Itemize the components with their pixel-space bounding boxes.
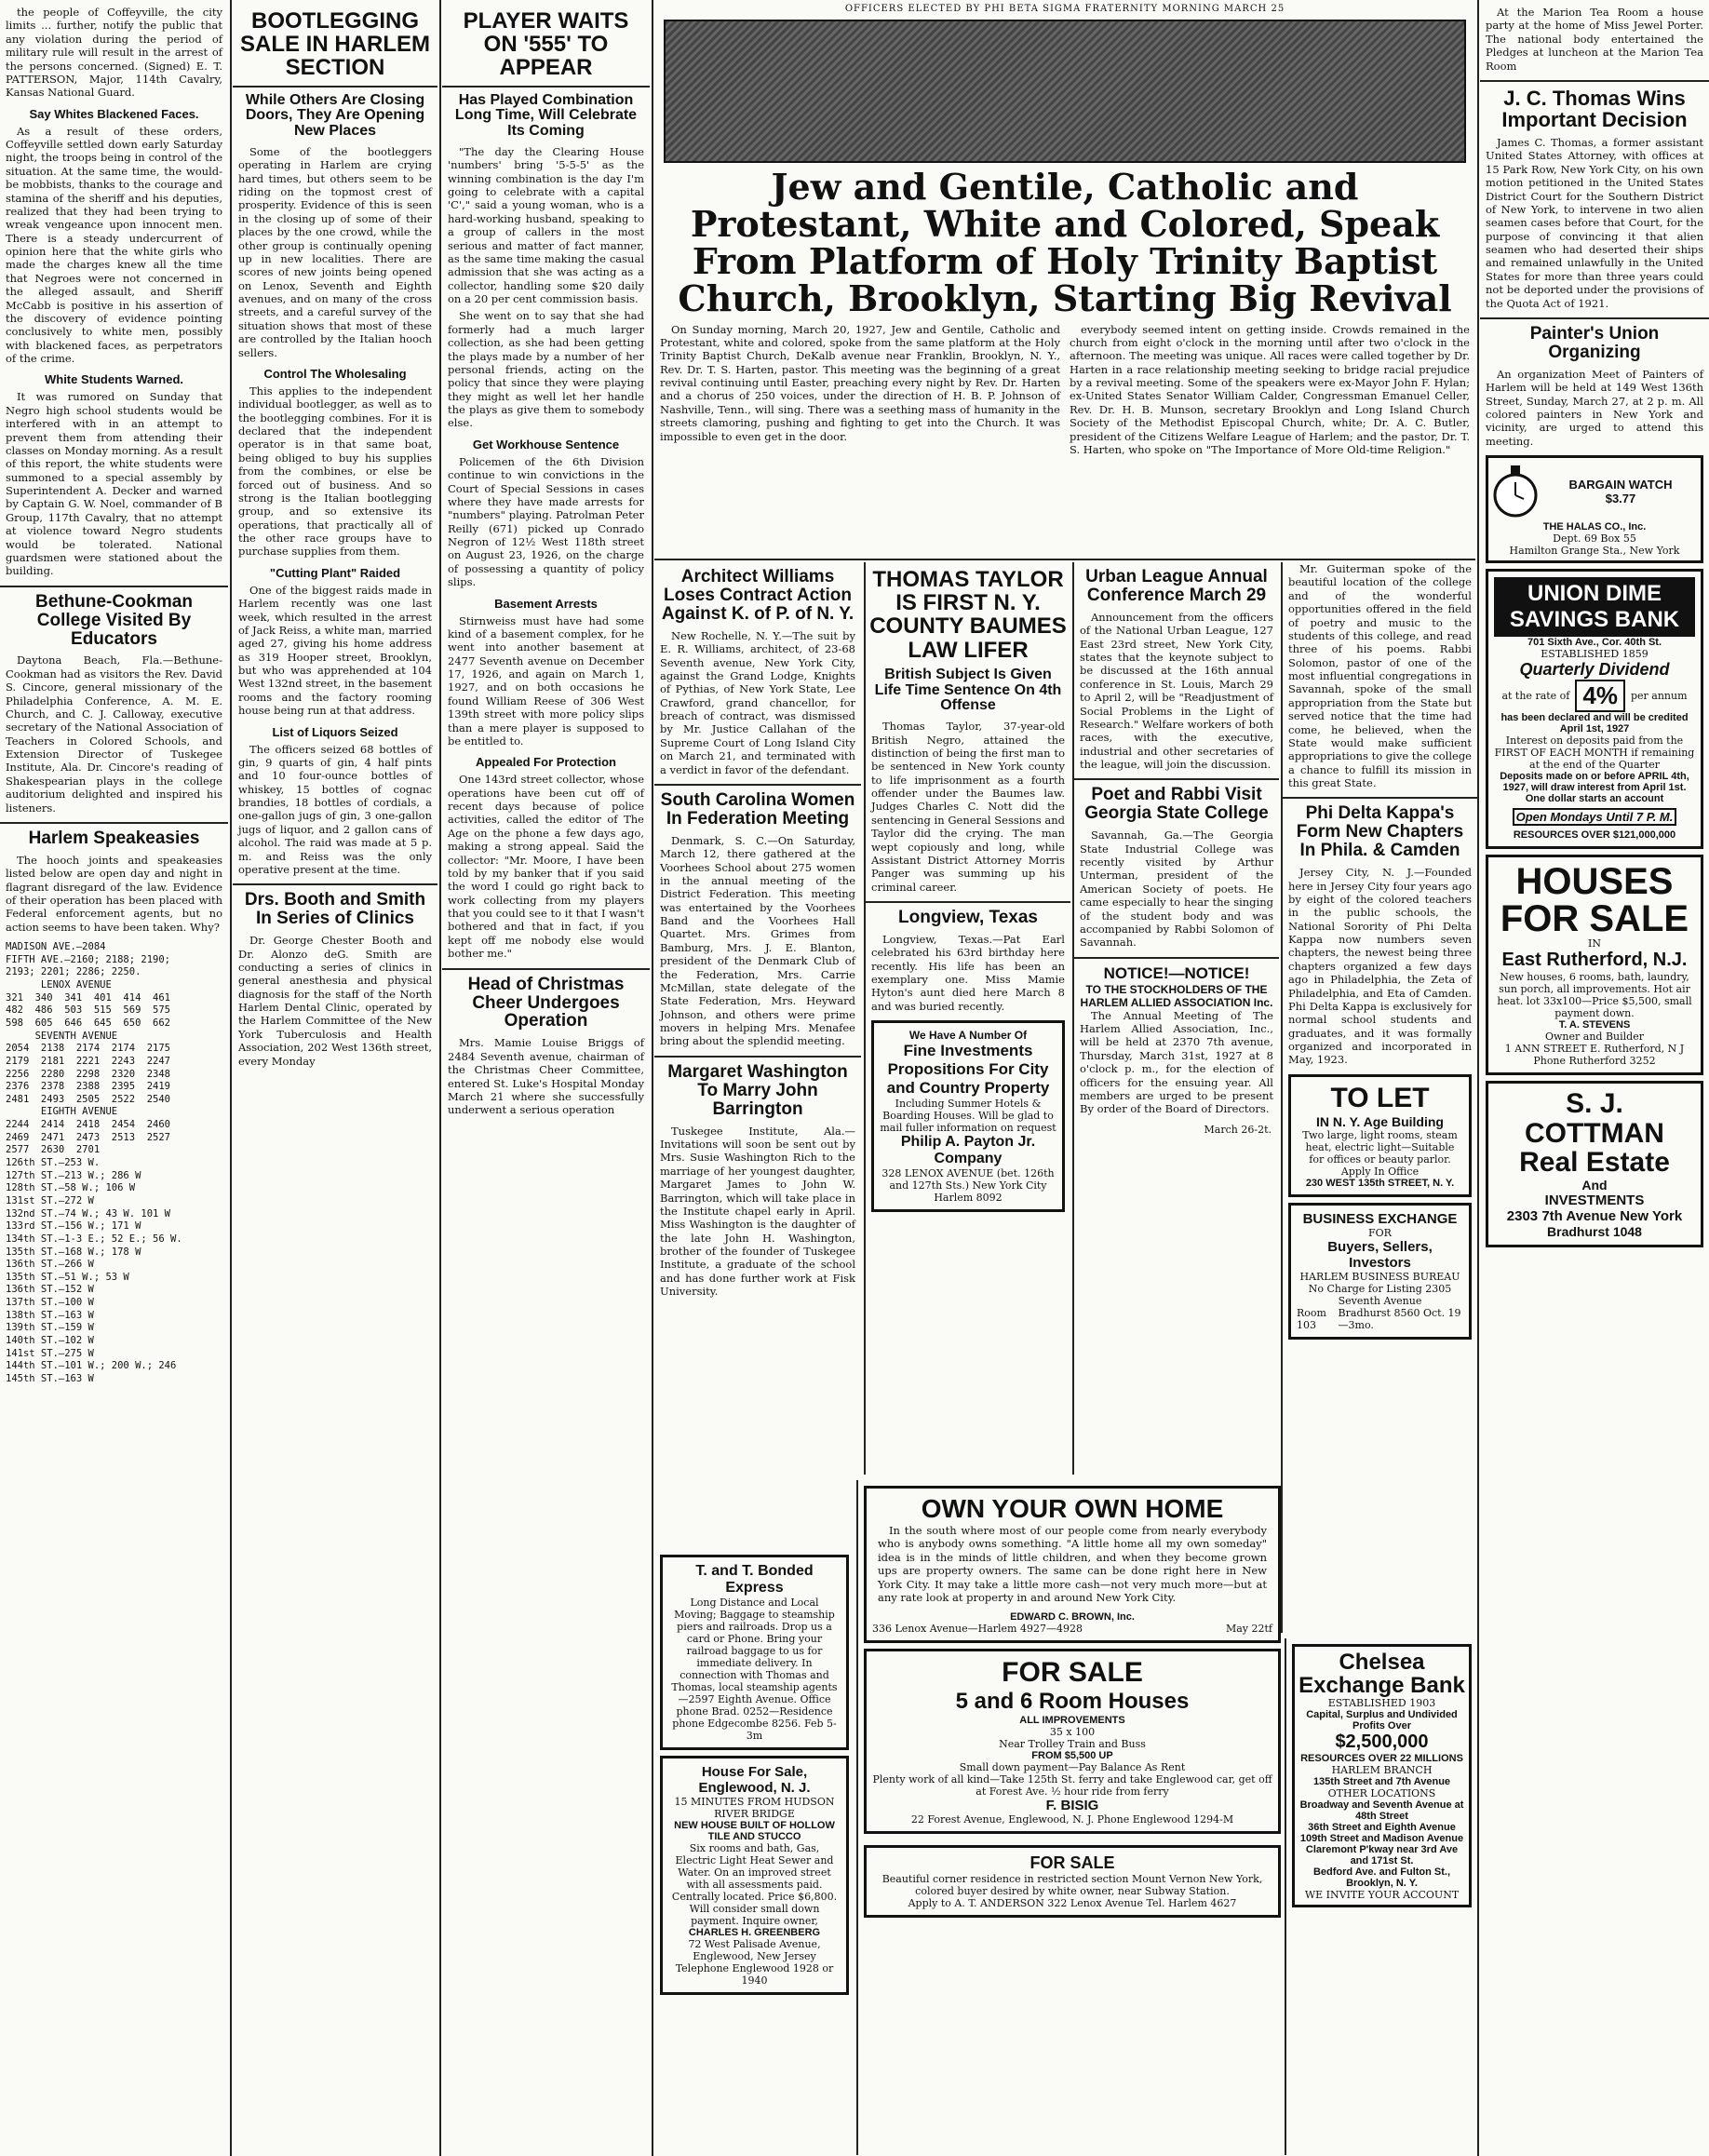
article-text: everybody seemed intent on getting inside. Crowds remained in the church from eight o'clock in the morning until after two o'clock in the afternoon. The meeting was unique. All races were called together by Dr. Harten in a race relationship meeting seeking to bridge racial prejudice by a revival meeting. Some of the speakers were ex-Mayor John F. Hylan; ex-United States Senator William Calder, Congressman Emanuel Celler, Rev. Dr. H. B. Munson, secretary Brooklyn and Long Island Church Society of the Methodist Episcopal Church, white; Dr. A. C. Butler, president of the Citizens Welfare League of Harlem; and the pastor, Dr. T. S. Harten, who spoke on "The Importance of More Old-time Religion." <box>1070 322 1470 456</box>
article-text: On Sunday morning, March 20, 1927, Jew and Gentile, Catholic and Protestant, white and colored, spoke from the same platform at the Holy Trinity Baptist Church, DeKalb avenue near Franklin, Brooklyn, N. Y., Rev. Dr. T. S. Harten, pastor. This meeting was the beginning of a great revival continuing until Easter, preaching every night by Rev. Dr. Harten and a chorus of 250 voices, under the direction of H. B. P. Johnson of Nashville, Tenn., will sing. There was a seething mass of humanity in the streets clamoring, pushing and fighting to get into the Church. It was impossible to even get in the door. <box>660 322 1060 443</box>
article-text: James C. Thomas, a former assistant United States Attorney, with offices at 15 Park Row, New York City, on his own motion petitioned in the United States District Court for the Southern District of New York, to intervene in two alien seamen cases before that Court, for the purpose of convincing it that alien seamen who had deserted their ships and remained unlawfully in the United States for more than three years could not be deported under the provisions of the Quota Act of 1921. <box>1486 136 1703 310</box>
deck: British Subject Is Given Life Time Sentence On 4th Offense <box>874 666 1062 714</box>
photo-illustration <box>664 20 1466 163</box>
column-8 <box>1480 0 1709 2156</box>
article-text: Dr. George Chester Booth and Dr. Alonzo deG. Smith are conducting a series of clinics in general anesthesia and physical diagnosis for the staff of the North Harlem Dental Clinic, operated by the Harlem Committee of the New York Tuberculosis and Health Association, 202 West 136th street, every Monday <box>238 934 432 1068</box>
column-5 <box>864 562 1070 1475</box>
for-sale-houses-ad: FOR SALE 5 and 6 Room Houses ALL IMPROVEMENTS 35 x 100 Near Trolley Train and Buss FROM $5,500 UP Small down payment—Pay Balance As Rent Plenty work of all kind—Take 125th St. ferry and take Englewood car, get off at Forest Ave. ½ hour ride from ferry F. BISIG 22 Forest Avenue, Englewood, N. J. Phone Englewood 1294-M <box>864 1649 1281 1834</box>
article-text: As a result of these orders, Coffeyville settled down early Saturday night, the troops being in control of the situation. At the same time, the would-be mobbists, thanks to the courage and stamina of the sheriff and his deputies, realized that they had been trying to wreak vengeance upon innocent men. There is a steady undercurrent of opinion here that the white girls who made the charges knew all the time that Negroes were not concerned in the alleged assault, and Sheriff McCabb is positive in his assertion of the discovery of evidence pointing conclusively to white men, possibly with blackened faces, as perpetrators of the crime. <box>6 124 222 365</box>
headline: Head of Christmas Cheer Undergoes Operation <box>467 974 625 1031</box>
deck: While Others Are Closing Doors, They Are Opening New Places <box>245 91 425 140</box>
bargain-watch-ad: BARGAIN WATCH $3.77 THE HALAS CO., Inc. Dept. 69 Box 55 Hamilton Grange Sta., New York <box>1486 455 1703 563</box>
to-let-ad: TO LET IN N. Y. Age Building Two large, light rooms, steam heat, electric light—Suitable for offices or beauty parlor. Apply In Office 230 WEST 135th STREET, N. Y. <box>1288 1074 1472 1197</box>
article-text: The hooch joints and speakeasies listed below are open day and night in flagrant disregard of the law. Evidence of their operation has been placed with Federal enforcement agents, but no action seems to have been taken. Why? <box>6 853 222 934</box>
article-text: Longview, Texas.—Pat Earl celebrated his 63rd birthday here recently. His life has been an exemplary one. Miss Mamie Hyton's aunt died here March 8 and was buried recently. <box>871 932 1065 1013</box>
headline: Urban League Annual Conference March 29 <box>1085 567 1268 605</box>
article-text: An organization Meet of Painters of Harlem will be held at 149 West 136th Street, Sunday, March 27, at 2 p. m. All colored painters in New York and vicinity, are urged to attend this meeting. <box>1486 367 1703 448</box>
column-6 <box>1072 562 1279 1475</box>
headline: Architect Williams Loses Contract Action Against K. of P. of N. Y. <box>661 567 854 624</box>
business-exchange-ad: BUSINESS EXCHANGE FOR Buyers, Sellers, Investors HARLEM BUSINESS BUREAU No Charge for Listing 2305 Seventh Avenue Room 103 Bradhurst 8560 Oct. 19—3mo. <box>1288 1203 1472 1340</box>
subhead: "Cutting Plant" Raided <box>269 565 401 580</box>
article-text: She went on to say that she had formerly had a much larger collection, as she had been getting the plays made by a number of her personal friends, acting on the policy that since they were playing they might as well let her handle the plays as give them to somebody else. <box>448 309 644 430</box>
subhead: Get Workhouse Sentence <box>472 437 620 451</box>
notice-title: NOTICE!—NOTICE! <box>1103 963 1250 982</box>
headline: Painter's Union Organizing <box>1529 323 1660 362</box>
headline: Harlem Speakeasies <box>28 828 200 848</box>
union-dime-bank-ad: UNION DIME SAVINGS BANK 701 Sixth Ave., Cor. 40th St. ESTABLISHED 1859 Quarterly Dividend at the rate of 4% per annum has been declared and will be credited April 1st, 1927 Interest on deposits paid from the FIRST OF EACH MONTH if remaining at the end of the Quarter Deposits made on or before APRIL 4th, 1927, will draw interest from April 1st. One dollar starts an account Open Mondays Until 7 P. M. RESOURCES OVER $121,000,000 <box>1486 569 1703 849</box>
lower-left-ads <box>654 1549 854 2154</box>
article-text: One of the biggest raids made in Harlem recently was one last week, which resulted in the arrest of Jack Reiss, a white man, married aged 27, giving his home address as 319 Hooper street, Brooklyn, but who was apprehended at 104 West 132nd street, in the basement rooms and the factory rooming house being run at that address. <box>238 583 432 718</box>
column-3 <box>442 0 650 2156</box>
column-4 <box>654 562 861 1549</box>
column-rule <box>1477 0 1479 2156</box>
article-text: New Rochelle, N. Y.—The suit by E. R. Williams, architect, of 23-68 Seventh avenue, New York City, against the Grand Lodge, Knights of Pythias, of New York State, Lee Crawford, grand chancellor, for breach of contract, was dismissed by Mr. Justice Callahan of the Supreme Court of Long Island City on March 21, and terminated with a verdict in favor of the defendant. <box>660 628 855 776</box>
subhead: White Students Warned. <box>44 372 184 387</box>
article-text: Jersey City, N. J.—Founded here in Jersey City four years ago by eight of the colored teachers in the public schools, the National Sorority of Phi Delta Kappa now numbers seven chapters, the newest being three chapters organized a few days ago in Philadelphia, the Zeta of Philadelphia, and Eta of Camden. Phi Delta Kappa is exclusively for normal school students and graduates, and it was formally organized and incorporated in May, 1923. <box>1288 866 1472 1067</box>
article-text: Savannah, Ga.—The Georgia State Industrial College was recently visited by Arthur Unterman, president of the American Society of poets. He came especially to hear the singing of the student body and was accompanied by Rabbi Solomon of Savannah. <box>1080 829 1273 950</box>
subhead: Say Whites Blackened Faces. <box>29 106 199 121</box>
chelsea-bank-area <box>1285 1638 1477 2155</box>
headline: Margaret Washington To Marry John Barrington <box>667 1061 848 1119</box>
article-text: The officers seized 68 bottles of gin, 9 quarts of gin, 4 half pints and 10 four-ounce bottles of whiskey, 15 bottles of cognac brandies, 18 bottles of cordials, a one-gallon jugs of gin, 3 one-gallon jugs of liquor, and 2 gallon cans of alcohol. The raid was made at 5 p. m. and Reiss was the only operative present at the time. <box>238 742 432 876</box>
headline: Phi Delta Kappa's Form New Chapters In Phila. & Camden <box>1296 803 1464 861</box>
main-headline: Jew and Gentile, Catholic and Protestant, White and Colored, Speak From Platform of Holy Trinity Baptist Church, Brooklyn, Starting Big Revival <box>678 166 1452 319</box>
article-text: Policemen of the 6th Division continue to win convictions in the Court of Special Sessions in cases where they have made arrests for "numbers" playing. Patrolman Peter Reilly (671) picked up Conrado Negron of 12½ West 118th street on August 23, 1926, on the charge of possessing a quantity of policy slips. <box>448 454 644 589</box>
article-text: Denmark, S. C.—On Saturday, March 12, there gathered at the Voorhees School about 275 women in the annual meeting of the District Federation. This meeting was entertained by the Voorhees Band and the Voorhees Hall Quartet. Mrs. Grimes from Bamburg, Mrs. J. E. Blanton, president of the Denmark Club of the Federation, Mrs. Carrie McMillan, state delegate of the State Federation, Mrs. Heyward Johnson, and others were prime movers in helping Mrs. Menafee bring about the splendid meeting. <box>660 833 855 1048</box>
notice-date: March 26-2t. <box>1204 1123 1272 1136</box>
own-your-own-home-ad: OWN YOUR OWN HOME In the south where most of our people come from nearly everybody who is anybody owns something. "A little home all my own someday" idea is in the minds of little children, and when they become grown ups are property owners. The same can be done right here in New York City. It may take a little more cash—not very much more—but at any rate look at property in and around New York City. EDWARD C. BROWN, Inc. 336 Lenox Avenue—Harlem 4927—4928 May 22tf <box>864 1486 1281 1643</box>
notice-text: The Annual Meeting of The Harlem Allied Association, Inc., will be held at 2370 7th avenue, Thursday, March 31st, 1927 at 8 o'clock p. m., for the election of officers for the ensuing year. All members are urged to be present By order of the Board of Directors. <box>1080 1008 1273 1116</box>
cottman-real-estate-ad: S. J. COTTMAN Real Estate And INVESTMENTS 2303 7th Avenue New York Bradhurst 1048 <box>1486 1081 1703 1247</box>
chelsea-exchange-bank-ad: Chelsea Exchange Bank ESTABLISHED 1903 Capital, Surplus and Undivided Profits Over $2,500,000 RESOURCES OVER 22 MILLIONS HARLEM BRANCH 135th Street and 7th Avenue OTHER LOCATIONS Broadway and Seventh Avenue at 48th Street 36th Street and Eighth Avenue 109th Street and Madison Avenue Claremont P'kway near 3rd Ave and 171st St. Bedford Ave. and Fulton St., Brooklyn, N. Y. WE INVITE YOUR ACCOUNT <box>1292 1644 1472 1907</box>
notice-sub: TO THE STOCKHOLDERS OF THE HARLEM ALLIED ASSOCIATION Inc. <box>1080 982 1273 1009</box>
article-text: Some of the bootleggers operating in Harlem are crying hard times, but others seem to be riding on the topmost crest of prosperity. Evidence of this is seen in the closing up of some of their places by the one crowd, while the other group is continually opening up in new localities. There are scores of new joints being opened on Lenox, Seventh and Eighth avenues, and on many of the cross streets, and a careful survey of the situation shows that most of these are controlled by the Italian hooch sellers. <box>238 144 432 359</box>
column-rule <box>230 0 232 2156</box>
payton-ad: We Have A Number Of Fine Investments Propositions For City and Country Property Including Summer Hotels & Boarding Houses. Will be glad to mail fuller information on request Philip A. Payton Jr. Company 328 LENOX AVENUE (bet. 126th and 127th Sts.) New York City Harlem 8092 <box>871 1020 1065 1212</box>
address-list: MADISON AVE.—2084 FIFTH AVE.—2160; 2188; 2190; 2193; 2201; 2286; 2250. LENOX AVENUE 321 340 341 401 414 461 482 486 503 515 569 575 598 605 646 645 650 662 SEVENTH AVENUE 2054 2138 2174 2174 2175 2179 2181 2221 2243 2247 2256 2280 2298 2320 2348 2376 2378 2388 2395 2419 2481 2493 2505 2522 2540 EIGHTH AVENUE 2244 2414 2418 2454 2460 2469 2471 2473 2513 2527 2577 2630 2701 126th ST.—253 W. 127th ST.—213 W.; 286 W 128th ST.—58 W.; 106 W 131st ST.—272 W 132nd ST.—74 W.; 43 W. 101 W 133rd ST.—156 W.; 171 W 134th ST.—1-3 E.; 52 E.; 56 W. 135th ST.—168 W.; 178 W 136th ST.—266 W 135th ST.—51 W.; 53 W 136th ST.—152 W 137th ST.—100 W 138th ST.—163 W 139th ST.—159 W 140th ST.—102 W 141st ST.—275 W 144th ST.—101 W.; 200 W.; 246 145th ST.—163 W <box>6 941 182 1384</box>
subhead: List of Liquors Seized <box>272 724 398 739</box>
column-7 <box>1281 562 1477 1633</box>
headline: Bethune-Cookman College Visited By Educators <box>35 591 193 649</box>
article-text: Mrs. Mamie Louise Briggs of 2484 Seventh avenue, chairman of the Christmas Cheer Committee, entered St. Luke's Hospital Monday March 21 where she successfully underwent a serious operation <box>448 1036 644 1117</box>
article-text: Tuskegee Institute, Ala.—Invitations will soon be sent out by Mrs. Susie Washington Rich to the marriage of her youngest daughter, Margaret James to John W. Barrington, which will take place in the Institute chapel early in April. Miss Washington is the daughter of the late John H. Washington, brother of the founder of Tuskegee Institute, a graduate of the school and has done further work at Fisk University. <box>660 1124 855 1299</box>
column-rule <box>652 0 653 2156</box>
article-text: "The day the Clearing House 'numbers' bring '5-5-5' as the winning combination is the day I'm going to celebrate with a capital 'C'," said a young woman, who is a hard-working husband, speaking to a group of callers in the most serious and matter of fact manner, as the same time making the casual admission that she was acting as a collector, handling some $20 daily on a 20 per cent commission basis. <box>448 144 644 306</box>
headline: South Carolina Women In Federation Meeting <box>660 789 855 829</box>
deck: Has Played Combination Long Time, Will Celebrate Its Coming <box>454 91 638 140</box>
article-text: Announcement from the officers of the National Urban League, 127 East 23rd street, New York City, states that the keynote subject to be discussed at the 16th annual conference in St. Louis, March 29 to April 2, will be "Readjustment of Social Problems in the Light of Research." Welfare workers of both races, with the executive, industrial and other secretaries of the league, will join the discussion. <box>1080 610 1273 771</box>
headline: PLAYER WAITS ON '555' TO APPEAR <box>463 8 629 81</box>
article-text: the people of Coffeyville, the city limits ... further, notify the public that any violation during the period of military rule will result in the arrest of the persons concerned. (Signed) E. T. PATTERSON, Major, 114th Cavalry, Kansas National Guard. <box>6 6 222 100</box>
subhead: Basement Arrests <box>494 596 598 611</box>
houses-for-sale-ad: HOUSES FOR SALE IN East Rutherford, N.J. New houses, 6 rooms, bath, laundry, sun porch, all improvements. Hot air heat. lot 33x100—Price $5,500, small payment down. T. A. STEVENS Owner and Builder 1 ANN STREET E. Rutherford, N J Phone Rutherford 3252 <box>1486 855 1703 1075</box>
headline: Drs. Booth and Smith In Series of Clinics <box>244 890 426 929</box>
article-text: Thomas Taylor, 37-year-old British Negro, attained the distinction of being the first man to be sentenced in New York county to life imprisonment as a fourth offender under the Baumes law. Judges Charles C. Nott did the sentencing in General Sessions and Taylor did the crying. The man wept copiously and long, while Assistant District Attorney Morris Panger was summing up his criminal career. <box>871 720 1065 894</box>
article-text: Stirnweiss must have had some kind of a basement complex, for he went into another basement at 2477 Seventh avenue on December 17, 1926, and again on March 1, 1927, and on both occasions he found William Reese of 306 West 139th street with more policy slips than a mere player is supposed to be entitled to. <box>448 613 644 748</box>
headline: Poet and Rabbi Visit Georgia State College <box>1084 785 1269 824</box>
article-text: Daytona Beach, Fla.—Bethune-Cookman had as visitors the Rev. David S. Cincore, general missionary of the Philadelphia Conference, A. M. E. Church, and C. J. Calloway, executive secretary of the National Association of Teachers in Colored Schools, and Extension Director of Tuskegee Institute, Ala. Dr. Cincore's reading of Shakespearian plays in the college auditorium delighted and inspired his listeners. <box>6 654 222 815</box>
column-2 <box>233 0 437 2156</box>
main-story <box>654 0 1475 559</box>
headline: Longview, Texas <box>898 908 1038 928</box>
article-text: This applies to the independent individual bootlegger, as well as to the bootlegging combines. For it is declared that the independent operator is in that same boat, being obliged to buy his supplies from the combines, or else be forced out of business. And so strong is the Italian bootlegging group, and so extensive its operations, that practically all of the other race groups have to purchase supplies from them. <box>238 384 432 559</box>
article-text: At the Marion Tea Room a house party at the home of Miss Jewel Porter. The national body entertained the Pledges at luncheon at the Marion Tea Room <box>1486 6 1703 73</box>
mount-vernon-for-sale-ad: FOR SALE Beautiful corner residence in restricted section Mount Vernon New York, colored buyer desired by white owner, near Subway Station. Apply to A. T. ANDERSON 322 Lenox Avenue Tel. Harlem 4627 <box>864 1845 1281 1918</box>
article-text: One 143rd street collector, whose operations have been cut off of recent days because of police activities, called the editor of The Age on the phone a few days ago, making a strong appeal. Said the collector: "Mr. Moore, I have been told by my banker that if you said the word I could go right back to work collecting from my players that you could see to it that I wasn't bothered and that in fact, if you kept off me nobody else would bother me." <box>448 773 644 961</box>
headline: J. C. Thomas Wins Important Decision <box>1501 86 1688 131</box>
bottom-ads <box>856 1480 1286 2155</box>
headline: THOMAS TAYLOR IS FIRST N. Y. COUNTY BAUMES LAW LIFER <box>869 567 1067 663</box>
masthead: OFFICERS ELECTED BY PHI BETA SIGMA FRATERNITY MORNING MARCH 25 <box>844 4 1285 14</box>
article-text: It was rumored on Sunday that Negro high school students would be interfered with in an attempt to prevent them from attending their classes on Monday morning. As a result of this report, the white students were summoned to a special assembly by Superintendent A. Decker and warned by Captain G. W. Noel, commander of B Group, 117th Cavalry, that no attempt at violence toward Negro students would be tolerated. National guardsmen were stationed about the building. <box>6 390 222 578</box>
column-1 <box>0 0 228 2156</box>
subhead: Control The Wholesaling <box>263 366 407 381</box>
tt-express-ad: T. and T. Bonded Express Long Distance and Local Moving; Baggage to steamship piers and railroads. Drop us a card or Phone. Bring your railroad baggage to us for immediate delivery. In connection with Thomas and Thomas, local steamship agents—2597 Eighth Avenue. Office phone Brad. 0252—Residence phone Edgecombe 8256. Feb 5-3m <box>660 1555 849 1750</box>
englewood-house-ad: House For Sale, Englewood, N. J. 15 MINUTES FROM HUDSON RIVER BRIDGE NEW HOUSE BUILT OF HOLLOW TILE AND STUCCO Six rooms and bath, Gas, Electric Light Heat Sewer and Water. On an improved street with all assessments paid. Centrally located. Price $6,800. Will consider small down payment. Inquire owner, CHARLES H. GREENBERG 72 West Palisade Avenue, Englewood, New Jersey Telephone Englewood 1928 or 1940 <box>660 1756 849 1995</box>
watch-icon <box>1492 462 1539 521</box>
headline: BOOTLEGGING SALE IN HARLEM SECTION <box>240 8 430 81</box>
column-rule <box>439 0 441 2156</box>
article-text: Mr. Guiterman spoke of the beautiful location of the college and of the wonderful opportunities offered in the field of poetry and music to the students of this college, and read three of his poems. Rabbi Solomon, pastor of one of the most influential congregations in Savannah, spoke of the small appropriation from the State but served notice that the time had come, he believed, when the State would make sufficient appropriations to give the college a chance to fulfill its mission in this great State. <box>1288 562 1472 789</box>
subhead: Appealed For Protection <box>476 755 616 770</box>
